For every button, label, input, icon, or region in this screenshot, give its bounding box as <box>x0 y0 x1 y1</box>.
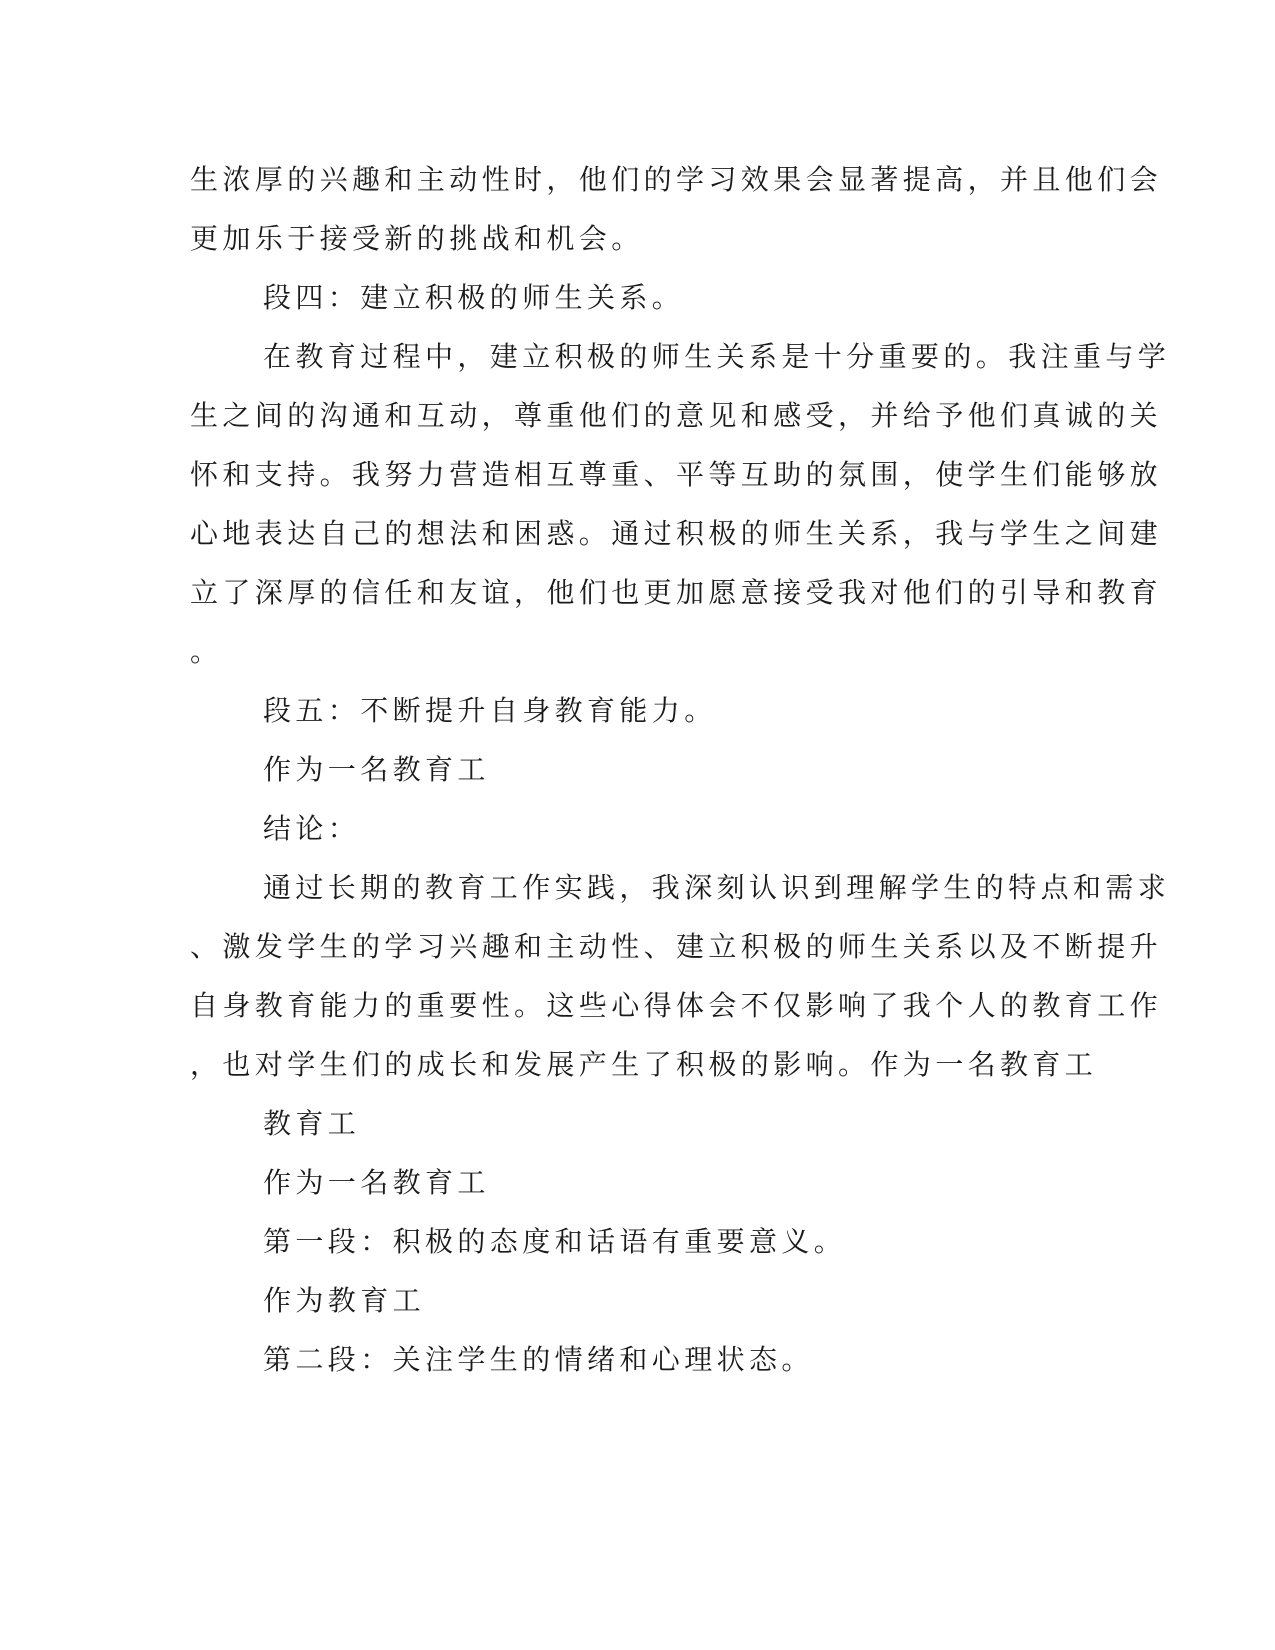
section-heading: 段四：建立积极的师生关系。 <box>263 281 685 314</box>
text-line: 立了深厚的信任和友谊，他们也更加愿意接受我对他们的引导和教育 <box>190 576 1163 609</box>
text-line: 更加乐于接受新的挑战和机会。 <box>190 222 644 255</box>
document-body <box>190 150 1171 1390</box>
text-line: 生之间的沟通和互动，尊重他们的意见和感受，并给予他们真诚的关 <box>190 399 1163 432</box>
section-heading: 第一段：积极的态度和话语有重要意义。 <box>263 1225 847 1258</box>
text-line: 、激发学生的学习兴趣和主动性、建立积极的师生关系以及不断提升 <box>190 930 1163 963</box>
section-heading: 第二段：关注学生的情绪和心理状态。 <box>263 1343 814 1376</box>
text-line: 作为一名教育工 <box>263 753 490 786</box>
text-line: 通过长期的教育工作实践，我深刻认识到理解学生的特点和需求 <box>263 871 1171 904</box>
text-line: 作为一名教育工 <box>263 1166 490 1199</box>
text-line: 怀和支持。我努力营造相互尊重、平等互助的氛围，使学生们能够放 <box>190 458 1163 491</box>
text-line: 作为教育工 <box>263 1284 426 1317</box>
text-line: 。 <box>190 635 223 668</box>
text-line: 教育工 <box>263 1107 361 1140</box>
text-line: ，也对学生们的成长和发展产生了积极的影响。作为一名教育工 <box>190 1048 1098 1081</box>
section-heading: 段五：不断提升自身教育能力。 <box>263 694 717 727</box>
text-line: 生浓厚的兴趣和主动性时，他们的学习效果会显著提高，并且他们会 <box>190 163 1163 196</box>
section-heading: 结论： <box>263 812 361 845</box>
text-line: 自身教育能力的重要性。这些心得体会不仅影响了我个人的教育工作 <box>190 989 1163 1022</box>
text-line: 在教育过程中，建立积极的师生关系是十分重要的。我注重与学 <box>263 340 1171 373</box>
text-line: 心地表达自己的想法和困惑。通过积极的师生关系，我与学生之间建 <box>190 517 1163 550</box>
